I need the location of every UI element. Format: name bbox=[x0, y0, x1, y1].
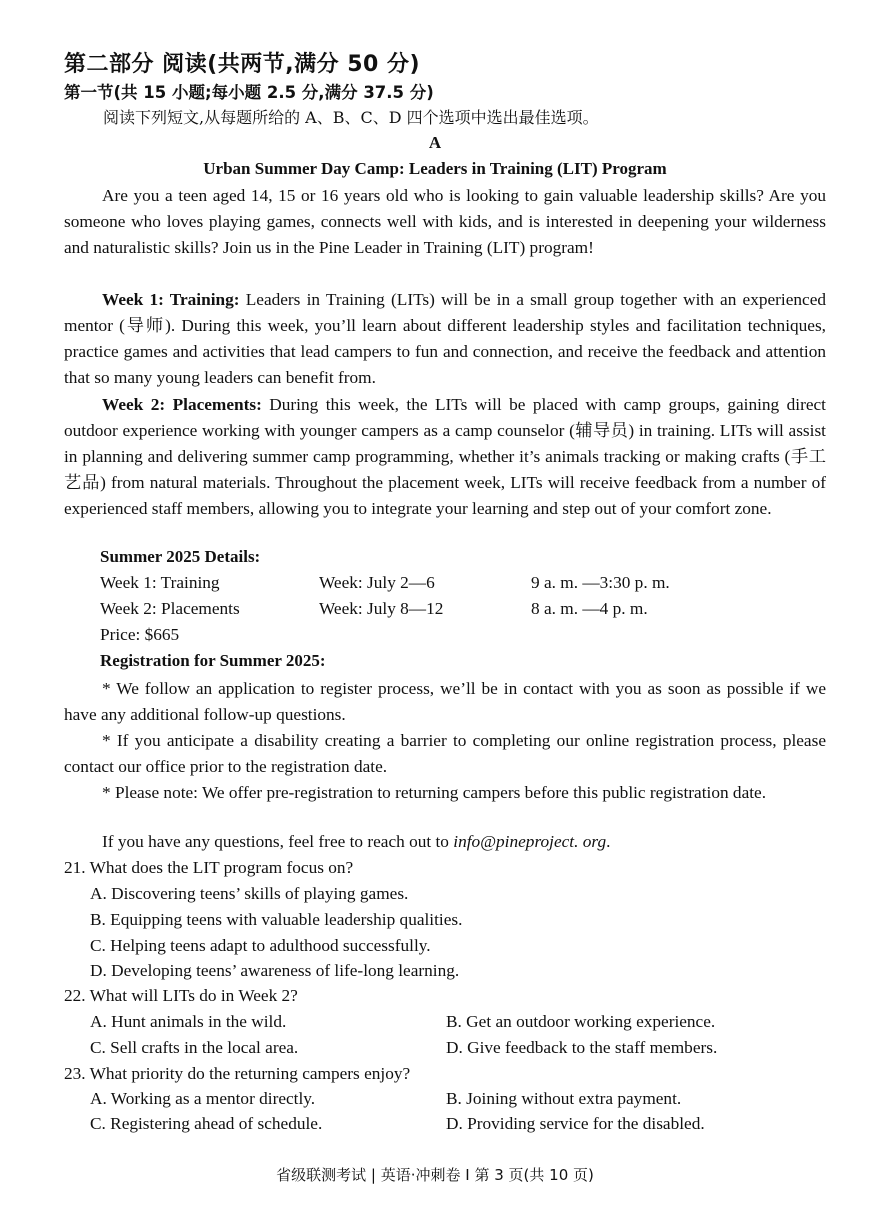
question-21: 21. What does the LIT program focus on? bbox=[64, 858, 354, 877]
contact-suffix: . bbox=[606, 832, 611, 851]
detail-week1-name: Week 1: Training bbox=[100, 573, 220, 592]
detail-week2-time: 8 a. m. —4 p. m. bbox=[531, 599, 648, 618]
contact-line bbox=[102, 832, 610, 852]
week1-heading: Week 1: Training: bbox=[102, 290, 240, 309]
q23-option-a: A. Working as a mentor directly. bbox=[90, 1089, 316, 1108]
q22-option-d: D. Give feedback to the staff members. bbox=[446, 1038, 718, 1057]
week2-text: During this week, the LITs will be placed with camp groups, gaining direct outdoor experience working with younger campers as a camp counselor (辅导员) in training. LITs will assist in planning and delivering summer camp programming, whether it’s animals tracking or making crafts (手工艺品) from natural materials. Throughout the placement week, LITs will receive feedback from a number of experienced staff members, allowing you to integrate your learning and step out of your comfort zone. bbox=[64, 395, 826, 518]
details-heading: Summer 2025 Details: bbox=[100, 547, 261, 566]
q21-option-a: A. Discovering teens’ skills of playing games. bbox=[90, 884, 409, 903]
q22-option-b: B. Get an outdoor working experience. bbox=[446, 1012, 716, 1031]
week1-text: Leaders in Training (LITs) will be in a small group together with an experienced mentor (导师). During this week, you’ll learn about different leadership styles and facilitation techniques, practice games and activities that lead campers to fun and connection, and receive the feedback and attention that so many young leaders can benefit from. bbox=[64, 290, 827, 387]
q23-option-b: B. Joining without extra payment. bbox=[446, 1089, 682, 1108]
registration-item: * If you anticipate a disability creating a barrier to completing our online registration process, please contact our office prior to the registration date. bbox=[64, 731, 826, 776]
passage-title: Urban Summer Day Camp: Leaders in Training (LIT) Program bbox=[203, 159, 667, 178]
q21-option-d: D. Developing teens’ awareness of life-long learning. bbox=[90, 961, 460, 980]
section-title: 第一节(共 15 小题;每小题 2.5 分,满分 37.5 分) bbox=[64, 83, 434, 102]
registration-item: * We follow an application to register process, we’ll be in contact with you as soon as possible if we have any additional follow-up questions. bbox=[64, 679, 826, 724]
week2-paragraph bbox=[64, 392, 826, 522]
week1-paragraph bbox=[64, 287, 826, 391]
week2-heading: Week 2: Placements: bbox=[102, 395, 262, 414]
question-23: 23. What priority do the returning campers enjoy? bbox=[64, 1064, 411, 1083]
q23-option-c: C. Registering ahead of schedule. bbox=[90, 1114, 323, 1133]
detail-week2-dates: Week: July 8—12 bbox=[319, 599, 444, 618]
instruction: 阅读下列短文,从每题所给的 A、B、C、D 四个选项中选出最佳选项。 bbox=[103, 108, 599, 127]
detail-week2-name: Week 2: Placements bbox=[100, 599, 240, 618]
question-22: 22. What will LITs do in Week 2? bbox=[64, 986, 298, 1005]
q23-option-d: D. Providing service for the disabled. bbox=[446, 1114, 705, 1133]
q22-option-a: A. Hunt animals in the wild. bbox=[90, 1012, 287, 1031]
detail-week1-dates: Week: July 2—6 bbox=[319, 573, 435, 592]
registration-heading: Registration for Summer 2025: bbox=[100, 651, 326, 670]
q22-option-c: C. Sell crafts in the local area. bbox=[90, 1038, 299, 1057]
intro-paragraph: Are you a teen aged 14, 15 or 16 years old who is looking to gain valuable leadership skills? Are you someone who loves playing games, connects well with kids, and is interested in deepening your wilderness and naturalistic skills? Join us in the Pine Leader in Training (LIT) program! bbox=[64, 186, 826, 257]
part-title: 第二部分 阅读(共两节,满分 50 分) bbox=[64, 52, 421, 77]
passage-label: A bbox=[428, 133, 442, 152]
detail-week1-time: 9 a. m. —3:30 p. m. bbox=[531, 573, 670, 592]
q21-option-c: C. Helping teens adapt to adulthood successfully. bbox=[90, 936, 431, 955]
price: Price: $665 bbox=[100, 625, 180, 644]
q21-option-b: B. Equipping teens with valuable leadership qualities. bbox=[90, 910, 463, 929]
page-footer: 省级联测考试 | 英语·冲刺卷 I 第 3 页(共 10 页) bbox=[276, 1166, 594, 1184]
contact-prefix: If you have any questions, feel free to reach out to bbox=[102, 832, 454, 851]
registration-item: * Please note: We offer pre-registration to returning campers before this public registration date. bbox=[102, 783, 767, 802]
contact-email: info@pineproject. org bbox=[453, 832, 607, 851]
